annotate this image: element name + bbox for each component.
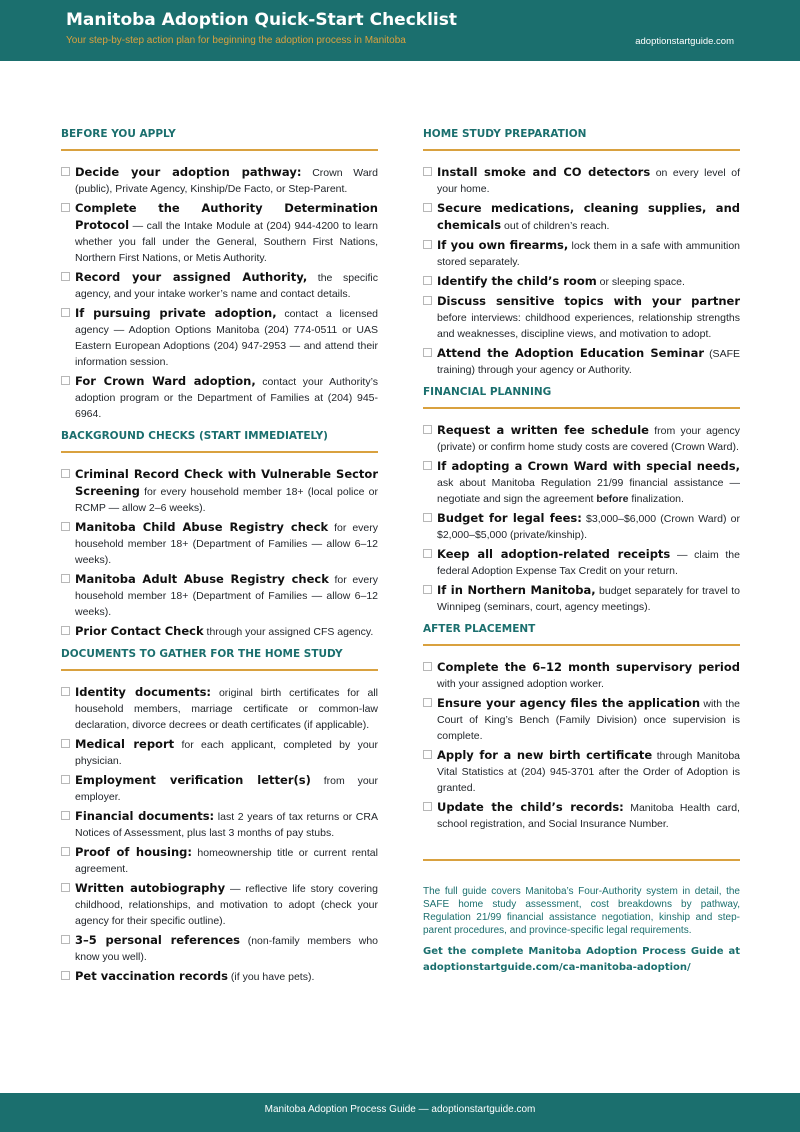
checkbox-icon[interactable] [423,461,432,470]
section-heading: BEFORE YOU APPLY [61,128,378,151]
checklist-item-title: If you own firearms, [437,238,569,252]
checklist-item-text: homeownership title or current rental agreement. [75,847,378,875]
checkbox-icon[interactable] [61,522,70,531]
checklist-item [423,273,740,290]
section-heading: BACKGROUND CHECKS (START IMMEDIATELY) [61,430,378,453]
checkbox-icon[interactable] [423,513,432,522]
checkbox-icon[interactable] [423,802,432,811]
checkbox-icon[interactable] [61,626,70,635]
checklist-item-title: Financial documents: [75,809,215,823]
checklist-item-title: Manitoba Child Abuse Registry check [75,520,329,534]
checklist-item-text: or sleeping space. [596,276,685,288]
checkbox-icon[interactable] [61,469,70,478]
checkbox-icon[interactable] [61,811,70,820]
checklist-item-text: through Manitoba Vital Statistics at (204) 945-3701 after the Order of Adoption is granted. [437,750,740,794]
checklist-item [423,546,740,579]
checklist-item-text: on every level of your home. [437,167,740,195]
checklist-item-text: finalization. [628,493,684,505]
checklist-item [61,373,378,422]
checkbox-icon[interactable] [423,750,432,759]
checklist-item-text: — call the Intake Module at (204) 944-4200 to learn whether you fall under the General, Southern First Nations, Northern First Nations, or Metis Authority. [75,220,378,264]
checklist-item [423,510,740,543]
checklist-item-title: Update the child’s records: [437,800,624,814]
checklist-item-title: 3–5 personal references [75,933,241,947]
checklist-item-text: for every household member 18+ (Department of Families — allow 6–12 weeks). [75,574,378,618]
section-heading: HOME STUDY PREPARATION [423,128,740,151]
checklist-item-title: Attend the Adoption Education Seminar [437,346,704,360]
checklist-item-title: Manitoba Adult Abuse Registry check [75,572,329,586]
checklist-section [61,648,378,985]
checklist-item-title: Install smoke and CO detectors [437,165,651,179]
checklist-item-text: contact your Authority’s adoption program or the Department of Families at (204) 945-6964. [75,376,378,420]
checklist-item-text: with your assigned adoption worker. [437,678,604,690]
checkbox-icon[interactable] [61,167,70,176]
checkbox-icon[interactable] [423,240,432,249]
section-heading: AFTER PLACEMENT [423,623,740,646]
checklist-item-text: out of children’s reach. [501,220,610,232]
checkbox-icon[interactable] [61,574,70,583]
checklist-item [423,237,740,270]
checklist-item [61,164,378,197]
checklist-item [423,747,740,796]
checklist-item [423,582,740,615]
checklist-item-title: Proof of housing: [75,845,192,859]
checklist-item-text: contact a licensed agency — Adoption Options Manitoba (204) 774-0511 or UAS Eastern European Adoptions (204) 947-2953 — and attend their information session. [75,308,378,368]
checklist-item-title: Prior Contact Check [75,624,204,638]
checkbox-icon[interactable] [61,739,70,748]
bottom-bar [0,1093,800,1132]
checklist-item-text: Manitoba Health card, school registration, and Social Insurance Number. [437,802,740,830]
checklist-item [423,200,740,234]
checkbox-icon[interactable] [61,775,70,784]
checklist-item [423,659,740,692]
checkbox-icon[interactable] [61,971,70,980]
checklist-item [423,799,740,832]
checklist-item-title: Budget for legal fees: [437,511,582,525]
checklist-item-text: through your assigned CFS agency. [203,626,374,638]
checkbox-icon[interactable] [61,308,70,317]
checklist-item [61,305,378,370]
checklist-item-title: Discuss sensitive topics with your partner [437,294,740,308]
checklist-item [61,571,378,620]
checkbox-icon[interactable] [423,276,432,285]
checklist-item [61,466,378,516]
checklist-item-text: — claim the federal Adoption Expense Tax Credit on your return. [437,549,740,577]
checklist-item-text: Crown Ward (public), Private Agency, Kinship/De Facto, or Step-Parent. [75,167,379,195]
checklist-item-title: Pet vaccination records [75,969,228,983]
checklist-item [423,458,740,507]
checklist-item-text: lock them in a safe with ammunition stored separately. [437,240,740,268]
checklist-item-text: from your agency (private) or confirm home study costs are covered (Crown Ward). [437,425,740,453]
checklist-item [61,269,378,302]
checkbox-icon[interactable] [423,698,432,707]
checklist-item-title: Employment verification letter(s) [75,773,311,787]
checklist-item-title: Complete the 6–12 month supervisory period [437,660,740,674]
checklist-item [423,164,740,197]
checklist-item-title: Decide your adoption pathway: [75,165,302,179]
checklist-item-title: Apply for a new birth certificate [437,748,653,762]
checklist-item-text: with the Court of King’s Bench (Family Division) once supervision is complete. [437,698,740,742]
checklist-item-text: before interviews: childhood experiences, relationship strengths and weaknesses, discipline views, and motivation to adopt. [437,312,740,340]
checklist-item-text: (SAFE training) through your agency or Authority. [437,348,740,376]
checklist-item-title: Criminal Record Check with Vulnerable Sector Screening [75,467,378,498]
checklist-item-text: — reflective life story covering childhood, relationships, and motivation to adopt (check your agency for their specific outline). [75,883,378,927]
checkbox-icon[interactable] [61,272,70,281]
checkbox-icon[interactable] [423,585,432,594]
checklist-section [423,386,740,615]
checklist-item-title: Secure medications, cleaning supplies, and chemicals [437,201,740,232]
section-heading: FINANCIAL PLANNING [423,386,740,409]
checklist-section [61,128,378,422]
checklist-item [61,808,378,841]
page-title: Manitoba Adoption Quick-Start Checklist [66,10,457,30]
checkbox-icon[interactable] [61,847,70,856]
checklist-item-text: (non-family members who know you well). [75,935,378,963]
checklist-item-title: If in Northern Manitoba, [437,583,596,597]
checklist-item-title: Identify the child’s room [437,274,597,288]
checklist-item [61,968,378,985]
checklist-item [423,345,740,378]
checklist-section [423,623,740,832]
section-heading: DOCUMENTS TO GATHER FOR THE HOME STUDY [61,648,378,671]
checklist-section [423,128,740,378]
checklist-item-title: Request a written fee schedule [437,423,649,437]
checklist-item-text: from your employer. [75,775,378,803]
checklist-item [61,519,378,568]
checklist-item-title: If adopting a Crown Ward with special needs, [437,459,740,473]
checklist-item-text: the specific agency, and your intake worker’s name and contact details. [75,272,378,300]
checklist-item [61,736,378,769]
footer-note: The full guide covers Manitoba’s Four-Authority system in detail, the SAFE home study assessment, cost breakdowns by pathway, Regulation 21/99 financial assistance negotiation, kinship and step-parent procedures, and province-specific legal requirements. [423,886,740,936]
checklist-item-title: Ensure your agency files the application [437,696,701,710]
checklist-item [61,844,378,877]
checklist-item-text: last 2 years of tax returns or CRA Notices of Assessment, plus last 3 months of pay stubs. [75,811,378,839]
checklist-item-text: original birth certificates for all household members, marriage certificate or common-law declaration, divorce decrees or death certificates (if applicable). [75,687,378,731]
footer-divider [423,859,740,861]
checklist-item-title: Medical report [75,737,175,751]
left-column [61,128,378,993]
checklist-item-text: budget separately for travel to Winnipeg (seminars, court, agency meetings). [437,585,740,613]
checklist-item-text: for every household member 18+ (Department of Families — allow 6–12 weeks). [75,522,378,566]
checklist-item-text: $3,000–$6,000 (Crown Ward) or $2,000–$5,000 (private/kinship). [437,513,740,541]
checklist-item-text: for each applicant, completed by your physician. [75,739,378,767]
checklist-item [61,200,378,266]
checkbox-icon[interactable] [423,348,432,357]
checklist-item [61,880,378,929]
checkbox-icon[interactable] [423,167,432,176]
page-subtitle: Your step-by-step action plan for beginning the adoption process in Manitoba [66,35,406,46]
checklist-item-emphasis: before [596,493,629,505]
checkbox-icon[interactable] [61,203,70,212]
page-header [0,0,800,61]
checklist-item-text: ask about Manitoba Regulation 21/99 financial assistance — negotiate and sign the agreement [437,477,740,505]
checklist-item [423,422,740,455]
checkbox-icon[interactable] [423,296,432,305]
checkbox-icon[interactable] [61,883,70,892]
checklist-item-text: for every household member 18+ (local police or RCMP — allow 2–6 weeks). [75,486,378,514]
checklist-item-title: Complete the Authority Determination Protocol [75,201,378,232]
checkbox-icon[interactable] [423,549,432,558]
checkbox-icon[interactable] [61,687,70,696]
checkbox-icon[interactable] [61,376,70,385]
checklist-item [61,932,378,965]
checklist-section [61,430,378,640]
checkbox-icon[interactable] [423,662,432,671]
checklist-item [61,772,378,805]
checklist-item-text: (if you have pets). [227,971,315,983]
footer-cta-link[interactable]: Get the complete Manitoba Adoption Process Guide at adoptionstartguide.com/ca-manitoba-adoption/ [423,946,740,973]
right-column [423,128,740,840]
checklist-item [61,684,378,733]
checklist-item-title: For Crown Ward adoption, [75,374,256,388]
checkbox-icon[interactable] [423,425,432,434]
checklist-item-title: Identity documents: [75,685,212,699]
checklist-item-title: If pursuing private adoption, [75,306,277,320]
checkbox-icon[interactable] [61,935,70,944]
checkbox-icon[interactable] [423,203,432,212]
checklist-item-title: Written autobiography [75,881,226,895]
checklist-item [61,623,378,640]
checklist-item [423,695,740,744]
checklist-item [423,293,740,342]
bottom-bar-text: Manitoba Adoption Process Guide — adoptionstartguide.com [264,1104,536,1115]
checklist-item-title: Record your assigned Authority, [75,270,308,284]
checklist-item-title: Keep all adoption-related receipts [437,547,671,561]
header-url: adoptionstartguide.com [635,36,734,47]
